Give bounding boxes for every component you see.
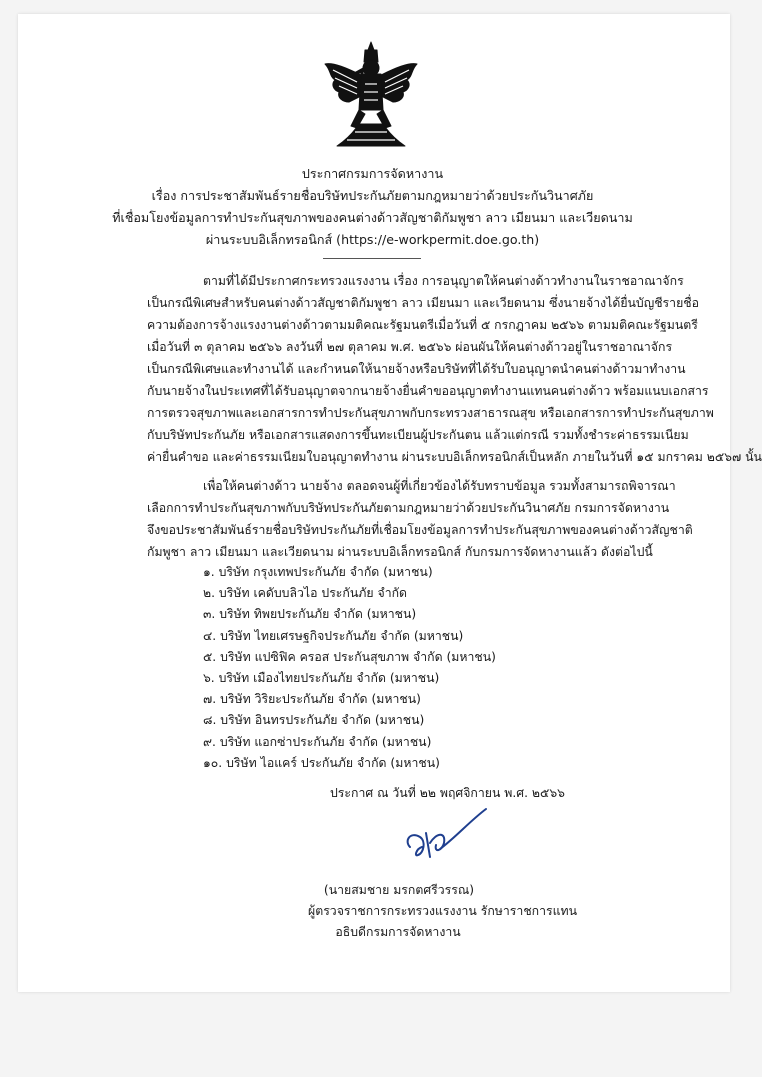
list-item: ๓. บริษัท ทิพยประกันภัย จำกัด (มหาชน)	[203, 607, 417, 622]
subject-line-1: เรื่อง การประชาสัมพันธ์รายชื่อบริษัทประกันภัยตามกฎหมายว่าด้วยประกันวินาศภัย	[151, 188, 594, 203]
paragraph-2	[147, 475, 693, 563]
paragraph-line: กับบริษัทประกันภัย หรือเอกสารแสดงการขึ้นทะเบียนผู้ประกันตน แล้วแต่กรณี รวมทั้งชำระค่าธรรมเนียม	[147, 428, 689, 442]
paragraph-line: ค่ายื่นคำขอ และค่าธรรมเนียมใบอนุญาตทำงาน ผ่านระบบอิเล็กทรอนิกส์เป็นหลัก ภายในวันที่ ๑๕ มกราคม ๒๕๖๗ นั้น	[147, 450, 762, 464]
announcement-heading	[0, 163, 745, 251]
paragraph-line: จึงขอประชาสัมพันธ์รายชื่อบริษัทประกันภัยที่เชื่อมโยงข้อมูลการทำประกันสุขภาพของคนต่างด้าวสัญชาติ	[147, 523, 693, 537]
paragraph-line: ความต้องการจ้างแรงงานต่างด้าวตามมติคณะรัฐมนตรีเมื่อวันที่ ๕ กรกฎาคม ๒๕๖๖ ตามมติคณะรัฐมนตรี	[147, 318, 698, 332]
list-item: ๔. บริษัท ไทยเศรษฐกิจประกันภัย จำกัด (มหาชน)	[203, 628, 464, 643]
signer-title: อธิบดีกรมการจัดหางาน	[335, 925, 461, 939]
paragraph-line: ตามที่ได้มีประกาศกระทรวงแรงงาน เรื่อง การอนุญาตให้คนต่างด้าวทำงานในราชอาณาจักร	[203, 274, 684, 288]
signature-icon	[400, 803, 492, 863]
announcement-title: ประกาศกรมการจัดหางาน	[301, 166, 444, 181]
list-item: ๘. บริษัท อินทรประกันภัย จำกัด (มหาชน)	[203, 713, 425, 728]
paragraph-line: การตรวจสุขภาพและเอกสารการทำประกันสุขภาพกับกระทรวงสาธารณสุข หรือเอกสารการทำประกันสุขภาพ	[147, 406, 714, 420]
list-item: ๖. บริษัท เมืองไทยประกันภัย จำกัด (มหาชน)	[203, 670, 440, 685]
paragraph-line: กัมพูชา ลาว เมียนมา และเวียดนาม ผ่านระบบอิเล็กทรอนิกส์ กับกรมการจัดหางานแล้ว ดังต่อไปนี้	[147, 545, 653, 559]
list-item: ๑๐. บริษัท ไอแคร์ ประกันภัย จำกัด (มหาชน)	[203, 755, 440, 770]
list-item: ๙. บริษัท แอกซ่าประกันภัย จำกัด (มหาชน)	[203, 734, 432, 749]
list-item: ๗. บริษัท วิริยะประกันภัย จำกัด (มหาชน)	[203, 692, 421, 707]
paragraph-line: เป็นกรณีพิเศษสำหรับคนต่างด้าวสัญชาติกัมพูชา ลาว เมียนมา และเวียดนาม ซึ่งนายจ้างได้ยื่นบัญชีรายชื่อ	[147, 296, 700, 310]
paragraph-line: เมื่อวันที่ ๓ ตุลาคม ๒๕๖๖ ลงวันที่ ๒๗ ตุลาคม พ.ศ. ๒๕๖๖ ผ่อนผันให้คนต่างด้าวอยู่ในราชอาณาจักร	[147, 340, 673, 354]
paragraph-line: กับนายจ้างในประเทศที่ได้รับอนุญาตจากนายจ้างยื่นคำขออนุญาตทำงานแทนคนต่างด้าว พร้อมแนบเอกสาร	[147, 384, 709, 398]
paragraph-line: เป็นกรณีพิเศษและทำงานได้ และกำหนดให้นายจ้างหรือบริษัทที่ได้รับใบอนุญาตนำคนต่างด้าวมาทำงาน	[147, 362, 686, 376]
heading-divider	[323, 258, 421, 259]
paragraph-line: เลือกการทำประกันสุขภาพกับบริษัทประกันภัยตามกฎหมายว่าด้วยประกันวินาศภัย กรมการจัดหางาน	[147, 501, 670, 515]
list-item: ๑. บริษัท กรุงเทพประกันภัย จำกัด (มหาชน)	[203, 565, 433, 579]
list-item: ๕. บริษัท แปซิฟิค ครอส ประกันสุขภาพ จำกัด (มหาชน)	[203, 649, 496, 664]
signer-name: (นายสมชาย มรกตศรีวรรณ)	[323, 883, 475, 897]
paragraph-1	[147, 270, 762, 468]
subject-line-3: ผ่านระบบอิเล็กทรอนิกส์ (https://e-workpermit.doe.go.th)	[205, 232, 540, 247]
declaration-date: ประกาศ ณ วันที่ ๒๒ พฤศจิกายน พ.ศ. ๒๕๖๖	[330, 786, 565, 800]
company-list	[203, 562, 496, 774]
subject-line-2: ที่เชื่อมโยงข้อมูลการทำประกันสุขภาพของคนต่างด้าวสัญชาติกัมพูชา ลาว เมียนมา และเวียดนาม	[112, 210, 633, 225]
paragraph-line: เพื่อให้คนต่างด้าว นายจ้าง ตลอดจนผู้ที่เกี่ยวข้องได้รับทราบข้อมูล รวมทั้งสามารถพิจารณา	[203, 479, 676, 493]
garuda-emblem-icon	[323, 40, 419, 152]
signer-block	[308, 880, 578, 943]
list-item: ๒. บริษัท เคดับบลิวไอ ประกันภัย จำกัด	[203, 586, 408, 601]
signer-position: ผู้ตรวจราชการกระทรวงแรงงาน รักษาราชการแทน	[308, 904, 578, 918]
